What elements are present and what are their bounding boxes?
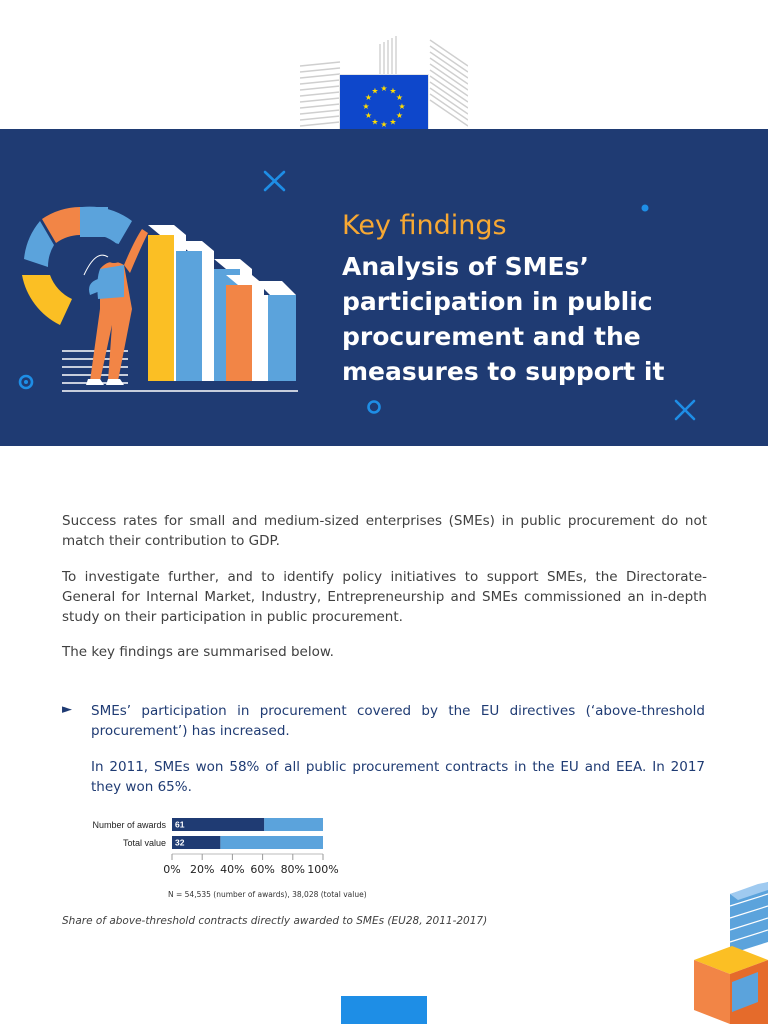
cubes-illustration	[688, 882, 768, 1024]
finding-text-1: SMEs’ participation in procurement covered by the EU directives (‘above-threshold procurement’) has increased.	[91, 703, 705, 739]
svg-text:★: ★	[371, 117, 379, 127]
category-label: Number of awards	[92, 820, 166, 830]
svg-text:★: ★	[364, 93, 373, 102]
svg-text:★: ★	[362, 102, 370, 111]
footer-tab	[341, 996, 427, 1024]
svg-text:★: ★	[389, 117, 397, 127]
finding-text-2: In 2011, SMEs won 58% of all public procurement contracts in the EU and EEA. In 2017 they won 65%.	[91, 759, 705, 795]
hero-banner	[0, 129, 768, 446]
intro-paragraph-3: The key findings are summarised below.	[62, 644, 334, 660]
eu-flag-icon	[340, 75, 428, 131]
x-tick-label: 20%	[189, 863, 215, 876]
svg-text:★: ★	[398, 102, 406, 111]
ring-icon	[369, 402, 380, 413]
x-tick-label: 60%	[250, 863, 275, 876]
bar-data-label: 32	[175, 837, 185, 848]
svg-text:★: ★	[395, 93, 404, 102]
chart-note: N = 54,535 (number of awards), 38,028 (total value)	[168, 890, 367, 899]
banner-illustration	[0, 129, 330, 446]
intro-paragraph-2: To investigate further, and to identify policy initiatives to support SMEs, the Directorate-General for Internal Market, Industry, Entrepreneurship and SMEs commissioned an in-depth study on their participation in public procurement.	[62, 569, 707, 625]
eu-stars-icon	[340, 75, 428, 131]
kicker-heading: Key findings	[342, 210, 507, 241]
x-tick-label: 80%	[280, 863, 306, 876]
chart-caption: Share of above-threshold contracts directly awarded to SMEs (EU28, 2011-2017)	[62, 915, 488, 927]
svg-text:★: ★	[380, 84, 388, 93]
svg-text:★: ★	[364, 111, 373, 120]
x-tick-label: 0%	[163, 863, 181, 876]
svg-text:★: ★	[380, 120, 388, 129]
svg-text:★: ★	[371, 86, 379, 96]
bar-remainder	[220, 836, 323, 849]
bar-data-label: 61	[175, 819, 185, 830]
page-title: Analysis of SMEs’ participation in public procurement and the measures to support it	[342, 252, 665, 386]
bar-remainder	[264, 818, 323, 831]
sme-share-chart	[60, 810, 400, 905]
bar-chart-illustration	[148, 225, 296, 381]
intro-paragraph-1: Success rates for small and medium-sized enterprises (SMEs) in public procurement do not match their contribution to GDP.	[62, 513, 707, 549]
x-tick-label: 100%	[307, 863, 339, 876]
svg-text:★: ★	[395, 111, 404, 120]
dot-icon	[642, 205, 649, 212]
x-tick-label: 40%	[220, 863, 245, 876]
svg-text:★: ★	[389, 86, 397, 96]
person-illustration	[84, 229, 148, 385]
category-label: Total value	[122, 838, 166, 848]
bullet-arrow-icon: ►	[62, 702, 72, 717]
cross-icon	[676, 401, 694, 419]
bar-sme-share	[172, 818, 264, 831]
